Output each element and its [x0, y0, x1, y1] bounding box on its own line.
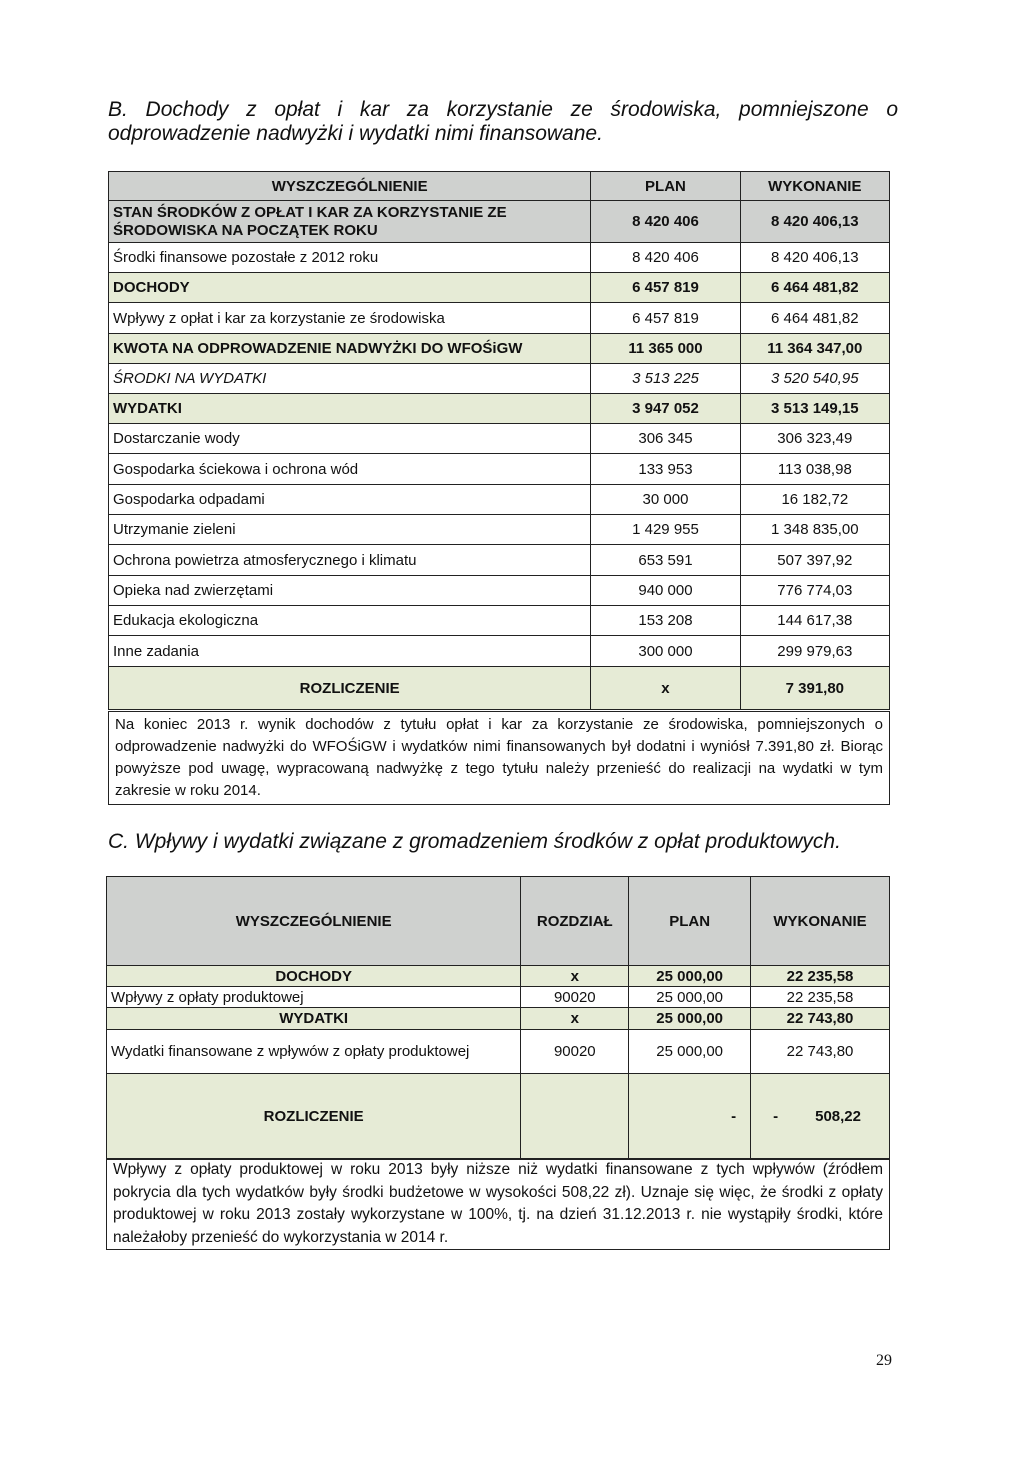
row-plan: 3 513 225 — [591, 364, 740, 394]
row-plan: 8 420 406 — [591, 201, 740, 243]
row-execution: 8 420 406,13 — [740, 201, 889, 243]
row-plan: 133 953 — [591, 454, 740, 485]
section-c-note: Wpływy z opłaty produktowej w roku 2013 były niższe niż wydatki finansowane z tych wpływów (źródłem pokrycia dla tych wydatków były środki budżetowe w wysokości 508,22 zł). Uznaje się więc, że środki z opłaty produktowej w roku 2013 zostały wykorzystane w 100%, tj. na dzień 31.12.2013 r. nie wystąpiły środki, które należałoby przenieść do wykorzystania w 2014 r. — [106, 1158, 890, 1250]
row-execution: 144 617,38 — [740, 606, 889, 636]
settlement-plan: x — [591, 667, 740, 710]
row-label: Opieka nad zwierzętami — [109, 576, 591, 606]
header-chapter: ROZDZIAŁ — [521, 877, 629, 966]
row-label: Ochrona powietrza atmosferycznego i klimatu — [109, 545, 591, 576]
settlement-execution — [751, 1074, 890, 1160]
settlement-chapter — [521, 1074, 629, 1160]
section-c-table — [106, 876, 890, 1160]
section-b-heading: B. Dochody z opłat i kar za korzystanie ze środowiska, pomniejszone o odprowadzenie nadwyżki i wydatki nimi finansowane. — [108, 98, 898, 145]
row-label: Inne zadania — [109, 636, 591, 667]
row-execution: 6 464 481,82 — [740, 273, 889, 303]
row-plan: 306 345 — [591, 424, 740, 454]
row-plan: 153 208 — [591, 606, 740, 636]
row-label: Utrzymanie zieleni — [109, 515, 591, 545]
row-execution: 3 513 149,15 — [740, 394, 889, 424]
row-plan: 300 000 — [591, 636, 740, 667]
row-execution: 507 397,92 — [740, 545, 889, 576]
row-execution: 776 774,03 — [740, 576, 889, 606]
settlement-execution: 7 391,80 — [740, 667, 889, 710]
row-label: Gospodarka odpadami — [109, 485, 591, 515]
settlement-plan: - — [629, 1074, 751, 1160]
row-chapter: x — [521, 1008, 629, 1030]
row-execution: 22 743,80 — [751, 1030, 890, 1074]
header-plan: PLAN — [591, 172, 740, 201]
row-execution: 8 420 406,13 — [740, 243, 889, 273]
row-plan: 25 000,00 — [629, 987, 751, 1008]
row-label: Edukacja ekologiczna — [109, 606, 591, 636]
row-label: ŚRODKI NA WYDATKI — [109, 364, 591, 394]
row-label: Wpływy z opłat i kar za korzystanie ze środowiska — [109, 303, 591, 334]
row-execution: 22 235,58 — [751, 987, 890, 1008]
row-chapter: 90020 — [521, 1030, 629, 1074]
section-b-table — [108, 171, 890, 710]
row-execution: 6 464 481,82 — [740, 303, 889, 334]
row-execution: 3 520 540,95 — [740, 364, 889, 394]
row-label: DOCHODY — [107, 966, 521, 987]
row-chapter: 90020 — [521, 987, 629, 1008]
header-description: WYSZCZEGÓLNIENIE — [107, 877, 521, 966]
row-plan: 1 429 955 — [591, 515, 740, 545]
row-label: Gospodarka ściekowa i ochrona wód — [109, 454, 591, 485]
row-chapter: x — [521, 966, 629, 987]
settlement-sign: - — [773, 1108, 779, 1125]
settlement-value: 508,22 — [815, 1108, 861, 1125]
row-plan: 8 420 406 — [591, 243, 740, 273]
row-plan: 6 457 819 — [591, 303, 740, 334]
row-label: Środki finansowe pozostałe z 2012 roku — [109, 243, 591, 273]
row-execution: 11 364 347,00 — [740, 334, 889, 364]
row-plan: 940 000 — [591, 576, 740, 606]
row-plan: 30 000 — [591, 485, 740, 515]
row-execution: 306 323,49 — [740, 424, 889, 454]
row-plan: 25 000,00 — [629, 1030, 751, 1074]
row-label: STAN ŚRODKÓW Z OPŁAT I KAR ZA KORZYSTANIE ZE ŚRODOWISKA NA POCZĄTEK ROKU — [109, 201, 591, 243]
row-label: Dostarczanie wody — [109, 424, 591, 454]
row-label: Wpływy z opłaty produktowej — [107, 987, 521, 1008]
row-execution: 22 743,80 — [751, 1008, 890, 1030]
row-plan: 6 457 819 — [591, 273, 740, 303]
row-label: WYDATKI — [109, 394, 591, 424]
row-execution: 16 182,72 — [740, 485, 889, 515]
row-execution: 1 348 835,00 — [740, 515, 889, 545]
header-description: WYSZCZEGÓLNIENIE — [109, 172, 591, 201]
row-execution: 113 038,98 — [740, 454, 889, 485]
row-execution: 299 979,63 — [740, 636, 889, 667]
header-execution: WYKONANIE — [751, 877, 890, 966]
row-execution: 22 235,58 — [751, 966, 890, 987]
section-c-heading: C. Wpływy i wydatki związane z gromadzeniem środków z opłat produktowych. — [108, 830, 841, 853]
row-plan: 11 365 000 — [591, 334, 740, 364]
row-label: DOCHODY — [109, 273, 591, 303]
section-b-note: Na koniec 2013 r. wynik dochodów z tytułu opłat i kar za korzystanie ze środowiska, pomniejszonych o odprowadzenie nadwyżki do WFOŚiGW i wydatków nimi finansowanych był dodatni i wyniósł 7.391,80 zł. Biorąc powyższe pod uwagę, wypracowaną nadwyżkę z tego tytułu należy przenieść do realizacji na wydatki w tym zakresie w roku 2014. — [108, 711, 890, 805]
row-plan: 3 947 052 — [591, 394, 740, 424]
row-plan: 25 000,00 — [629, 966, 751, 987]
row-plan: 653 591 — [591, 545, 740, 576]
row-plan: 25 000,00 — [629, 1008, 751, 1030]
page-number: 29 — [876, 1352, 892, 1369]
row-label: Wydatki finansowane z wpływów z opłaty produktowej — [107, 1030, 521, 1074]
settlement-label: ROZLICZENIE — [107, 1074, 521, 1160]
row-label: WYDATKI — [107, 1008, 521, 1030]
header-plan: PLAN — [629, 877, 751, 966]
header-execution: WYKONANIE — [740, 172, 889, 201]
settlement-label: ROZLICZENIE — [109, 667, 591, 710]
row-label: KWOTA NA ODPROWADZENIE NADWYŻKI DO WFOŚiGW — [109, 334, 591, 364]
